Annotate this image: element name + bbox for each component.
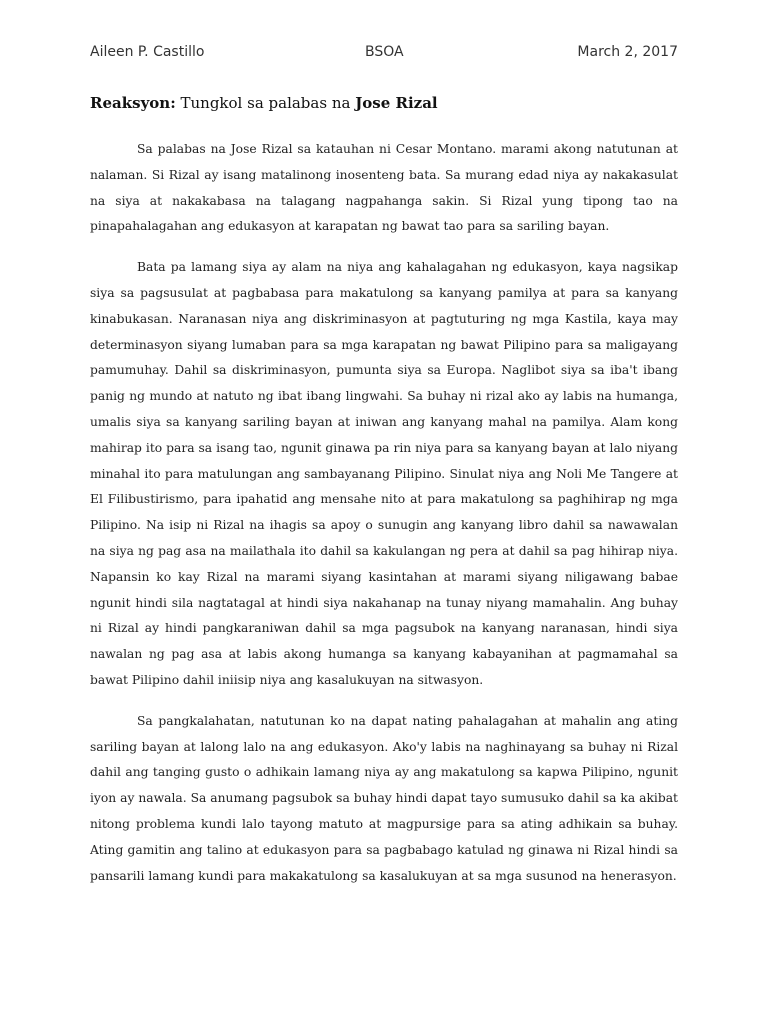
title-subject: Jose Rizal [355, 94, 438, 112]
title-middle: Tungkol sa palabas na [175, 94, 356, 112]
title-label: Reaksyon: [90, 94, 176, 112]
paragraph-2: Bata pa lamang siya ay alam na niya ang kahalagahan ng edukasyon, kaya nagsikap siya sa pagsusulat at pagbabasa para makatulong sa kanyang pamilya at para sa kanyang kinabukasan. Naranasan niya ang diskriminasyon at pagtuturing ng mga Kastila, kaya may determinasyon siyang lumaban para sa mga karapatan ng bawat Pilipino para sa maligayang pamumuhay. Dahil sa diskriminasyon, pumunta siya sa Europa. Naglibot siya sa iba't ibang panig ng mundo at natuto ng ibat ibang lingwahi. Sa buhay ni rizal ako ay labis na humanga, umalis siya sa kanyang sariling bayan at iniwan ang kanyang mahal na pamilya. Alam kong mahirap ito para sa isang tao, ngunit ginawa pa rin niya para sa kanyang bayan at lalo niyang minahal ito para matulungan ang sambayanang Pilipino. Sinulat niya ang Noli Me Tangere at El Filibustirismo, para ipahatid ang mensahe nito at para makatulong sa paghihirap ng mga Pilipino. Na isip ni Rizal na ihagis sa apoy o sunugin ang kanyang libro dahil sa nawawalan na siya ng pag asa na mailathala ito dahil sa kakulangan ng pera at dahil sa pag hihirap niya. Napansin ko kay Rizal na marami siyang kasintahan at marami siyang niligawang babae ngunit hindi sila nagtatagal at hindi siya nakahanap na tunay niyang mamahalin. Ang buhay ni Rizal ay hindi pangkaraniwan dahil sa mga pagsubok na kanyang naranasan, hindi siya nawalan ng pag asa at labis akong humanga sa kanyang kabayanihan at pagmamahal sa bawat Pilipino dahil iniisip niya ang kasalukuyan na sitwasyon. [90, 260, 678, 687]
paragraph-1: Sa palabas na Jose Rizal sa katauhan ni Cesar Montano. marami akong natutunan at nalaman. Si Rizal ay isang matalinong inosenteng bata. Sa murang edad niya ay nakakasulat na siya at nakakabasa na talagang nagpahanga sakin. Si Rizal yung tipong tao na pinapahalagahan ang edukasyon at karapatan ng bawat tao para sa sariling bayan. [90, 142, 678, 234]
header-author: Aileen P. Castillo [90, 44, 205, 60]
header-date: March 2, 2017 [577, 44, 678, 60]
paragraph-3: Sa pangkalahatan, natutunan ko na dapat nating pahalagahan at mahalin ang ating sariling bayan at lalong lalo na ang edukasyon. Ako'y labis na naghinayang sa buhay ni Rizal dahil ang tanging gusto o adhikain lamang niya ay ang makatulong sa kapwa Pilipino, ngunit iyon ay nawala. Sa anumang pagsubok sa buhay hindi dapat tayo sumusuko dahil sa ka akibat nitong problema kundi lalo tayong matuto at magpursige para sa ating adhikain sa buhay. Ating gamitin ang talino at edukasyon para sa pagbabago katulad ng ginawa ni Rizal hindi sa pansarili lamang kundi para makakatulong sa kasalukuyan at sa mga susunod na henerasyon. [90, 713, 678, 883]
document-title [90, 94, 690, 112]
header-course: BSOA [365, 44, 404, 60]
document-body [90, 137, 678, 904]
page-header [90, 44, 678, 64]
